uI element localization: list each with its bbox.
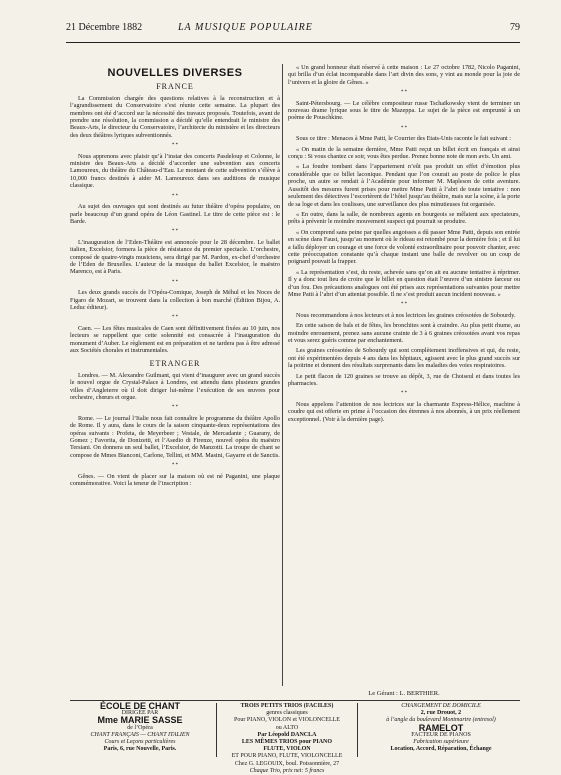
ad-ramelot	[362, 703, 520, 757]
ad-line: Cours et Leçons particulières	[104, 739, 176, 746]
ad-ecole-de-chant	[70, 703, 210, 757]
ad-line: CHANT FRANÇAIS — CHANT ITALIEN	[90, 731, 190, 738]
column-divider	[282, 64, 283, 686]
news-paragraph: Nous apprenons avec plaisir qu’à l’instar des concerts Pasdeloup et Colonne, le ministre des Beaux-Arts a décidé d’accorder une subvention aux concerts Lamoureux, du théâtre du Château-d’Eau. Le montant de cette subvention s’élève à 10,000 francs destinés à aider M. Lamoureux dans ses auditions de musique classique.	[70, 152, 280, 190]
news-paragraph: Le petit flacon de 120 graines se trouve au dépôt, 3, rue de Choiseul et dans toutes les pharmacies.	[288, 372, 520, 388]
news-paragraph: Londres. — M. Alexandre Guilmant, qui vient d’inaugurer avec un grand succès le nouvel orgue de Crystal-Palace à Londres, est attendu dans plusieurs grandes villes d’Angleterre où il doit diriger lui-même l’exécution de ses œuvres pour orchestre, chœurs et orgue.	[70, 371, 280, 402]
separator: * *	[400, 90, 408, 96]
ad-line: Chaque Trio, prix net: 5 francs	[249, 767, 325, 774]
issue-date: 21 Décembre 1882	[66, 22, 143, 33]
separator: * *	[171, 143, 179, 149]
section-heading-etranger: ETRANGER	[149, 359, 201, 369]
page-header	[66, 22, 520, 38]
news-paragraph: Caen. — Les fêtes musicales de Caen sont définitivement fixées au 10 juin, nos lecteurs se rappellent que cette solennité est consacrée à l’inauguration du monument d’Auber. Le règlement est en préparation et ne tardera pas à être adressé aux Sociétés chorales et instrumentales.	[70, 324, 280, 354]
ad-line: LES MÊMES TRIOS pour PIANO	[241, 739, 333, 746]
news-paragraph: « La représentation s’est, du reste, achevée sans qu’on ait eu aucune tentative à réprimer. Il y a donc tout lieu de croire que le billet en question était l’œuvre d’un sinistre farceur ou d’un fou. Des précautions analogues ont été prises aux représentations suivantes pour mettre Mme Patti à l’abri d’un attentat possible. Il ne s’est produit aucun incident nouveau. »	[288, 268, 520, 298]
ad-line: Location, Accord, Réparation, Échange	[390, 746, 492, 753]
ad-line: Mme MARIE SASSE	[97, 715, 183, 726]
left-column	[70, 64, 280, 686]
ad-title: CHANGEMENT DE DOMICILE	[401, 703, 481, 709]
separator: * *	[171, 315, 179, 321]
news-paragraph: La Commission chargée des questions relatives à la reconstruction et à l’agrandissement du Conservatoire s’est réunie cette semaine. La plupart des membres ont été d’accord sur la nécessité des travaux proposés. Toutefois, avant de prendre une résolution, la commission a décidé qu’elle entendrait le ministre des Beaux-Arts, le directeur du Conservatoire, l’architecte du ministère et les directeurs des deux théâtres lyriques subventionnés.	[70, 94, 280, 139]
ad-title: TROIS PETITS TRIOS (FACILES)	[240, 703, 334, 709]
news-paragraph: Rome. — Le journal l’Italie nous fait connaître le programme du théâtre Apollo de Rome. Il y aura, dans le cours de la saison cinquante-deux représentations des opéras suivants : Profeta, de Meyerbeer ; Vestale, de Mercadante ; Guarany, de Gomez ; Favorita, de Donizetti, et l’Asedio di Firenze, nouvel opéra du maëstro Tersiani. On donnera un seul ballet, l’Excelsior, de Manzotti. La troupe de chant se compose de Mmes Bianconi, Carlone, Tellini, et MM. Masini, Gayarre et de Sanctis.	[70, 414, 280, 459]
ad-line: FLUTE, VIOLON	[263, 746, 311, 753]
separator: * *	[171, 193, 179, 199]
ad-line: genres classiques	[266, 710, 308, 717]
ad-line: de l’Opéra	[127, 724, 153, 731]
advertisements	[70, 700, 520, 774]
news-paragraph: Au sujet des ouvrages qui sont destinés au futur théâtre d’opéra populaire, on parle beaucoup d’un grand opéra de Léon Gastinel. Le titre de cette pièce est : le Barde.	[70, 203, 280, 225]
news-paragraph: Gênes. — On vient de placer sur la maison où est né Paganini, une plaque commémorative. Voici la teneur de l’inscription :	[70, 472, 280, 488]
news-paragraph: Les graines créosotées de Sobourdy qui sont complètement inoffensives et qui, du reste, ont été expérimentées depuis 4 ans dans les hôpitaux, agissent avec le plus grand succès sur la poitrine et donnent des résultats surprenants dans les maladies des voies respiratoires.	[288, 347, 520, 370]
header-rule	[66, 42, 520, 43]
ad-title: ÉCOLE DE CHANT	[99, 701, 180, 711]
ad-line: 2, rue Drouot, 2	[420, 710, 462, 717]
ad-line: DIRIGÉE PAR	[121, 710, 159, 717]
separator: * *	[171, 463, 179, 469]
news-paragraph: Nous recommandons à nos lecteurs et à nos lectrices les graines créosotées de Sobourdy.	[296, 311, 516, 319]
ad-line: Paris, 6, rue Nouvelle, Paris.	[103, 746, 177, 753]
separator: * *	[171, 229, 179, 235]
news-paragraph: « En outre, dans la salle, de nombreux agents en bourgeois se mêlaient aux spectateurs, prêts à prévenir le moindre mouvement suspect qui pourrait se produire.	[288, 210, 520, 226]
news-paragraph: « On matin de la semaine dernière, Mme Patti reçut un billet écrit en français et ainsi conçu : Si vous chantez ce soir, vous êtes perdue. Prenez bonne note de mon avis. Un ami.	[288, 145, 520, 161]
news-paragraph: Les deux grands succès de l’Opéra-Comique, Joseph de Méhul et les Noces de Figaro de Mozart, se trouvent dans la collection à bon marché (Édition Bijou, A. Leduc éditeur).	[70, 289, 280, 311]
separator: * *	[400, 125, 408, 131]
ad-line: ou ALTO	[275, 724, 299, 731]
ad-line: RAMELOT	[418, 722, 464, 733]
news-paragraph: Saint-Pétersbourg. — Le célèbre compositeur russe Tschaïkowsky vient de terminer un nouveau drame lyrique sous le titre de Mazeppa. Le sujet de la pièce est emprunté à un poème de Pouschkine.	[288, 99, 520, 122]
section-heading-france: FRANCE	[156, 82, 194, 92]
newspaper-title: LA MUSIQUE POPULAIRE	[178, 22, 313, 33]
news-paragraph: En cette saison de bals et de fêtes, les bronchites sont à craindre. Au plus petit rhume, au moindre enrouement, prenez sans aucune crainte de 3 à 6 graines créosotées avant vos repas et vous serez guéris comme par enchantement.	[288, 322, 520, 344]
section-title: NOUVELLES DIVERSES	[107, 67, 243, 79]
news-paragraph: « Un grand honneur était réservé à cette maison : Le 27 octobre 1782, Nicolo Paganini, qui brilla d’un éclat incomparable dans l’art divin des sons, y vint au monde pour la joie de l’univers et la gloire de Gênes. »	[288, 64, 520, 86]
news-paragraph: L’inauguration de l’Eden-Théâtre est annoncée pour le 28 décembre. Le ballet italien, Excelsior, formera la pièce de résistance du premier spectacle. L’orchestre, composé de quatre-vingts musiciens, sera dirigé par M. Pardon, ex-chef d’orchestre de l’Eden de Bruxelles. L’auteur de la musique du ballet Excelsior, le maëstro Marenco, est à Paris.	[70, 238, 280, 276]
ad-line: ET POUR PIANO, FLUTE, VIOLONCELLE	[231, 753, 343, 760]
news-paragraph: « On comprend sans peine par quelles angoisses a dû passer Mme Patti, depuis son entrée en scène dans Faust, jusqu’au moment où le rideau est retombé pour la dernière fois ; et il lui a fallu déployer un courage et une force de volonté extraordinaire pour pouvoir chanter, avec cette préoccupation constante qu’à chaque instant une balle de revolver ou un coup de poignard pouvait la frapper.	[288, 228, 520, 266]
page-number: 79	[510, 22, 520, 33]
ad-line: FACTEUR DE PIANOS	[411, 731, 471, 738]
news-paragraph: « La foudre tombant dans l’appartement n’eût pas produit un effet d’émotion plus considérable que ce billet laconique. Pendant que l’on courait au poste de police le plus proche, un autre se rendait à l’Académie pour informer M. Mapleson de cette aventure. Aussitôt des mesures furent prises pour mettre Mme Patti à l’abri de toute tentative : non seulement des détectives l’escortèrent de l’hôtel jusqu’au théâtre, mais sur la scène, à la porte de sa loge et dans les coulisses, une surveillance des plus minutieuses fut organisée.	[288, 163, 520, 208]
ad-line: à l’angle du boulevard Montmartre (entresol)	[386, 717, 496, 724]
right-column	[288, 64, 520, 704]
news-paragraph: Nous appelons l’attention de nos lectrices sur la charmante Express-Hélice, machine à coudre qui est offerte en prime à l’occasion des étrennes à nos abonnés, à un prix réellement exceptionnel. (Voir à la dernière page).	[288, 400, 520, 423]
manager-signature: Le Gérant : L. BERTHIER.	[368, 690, 440, 697]
separator: * *	[400, 391, 408, 397]
ad-line: Fabrication supérieure	[413, 739, 469, 746]
ad-line: Pour PIANO, VIOLON et VIOLONCELLE	[234, 717, 340, 724]
ad-trios-dancla	[216, 703, 358, 774]
separator: * *	[171, 279, 179, 285]
ad-line: Par Léopold DANCLA	[257, 731, 317, 738]
ad-line: Chez G. LEGOUIX, boul. Poissonnière, 27	[234, 760, 340, 767]
separator: * *	[171, 405, 179, 411]
separator: * *	[400, 302, 408, 308]
news-paragraph: Sous ce titre : Menaces à Mme Patti, le Courrier des Etats-Unis raconte le fait suivant :	[296, 135, 511, 143]
